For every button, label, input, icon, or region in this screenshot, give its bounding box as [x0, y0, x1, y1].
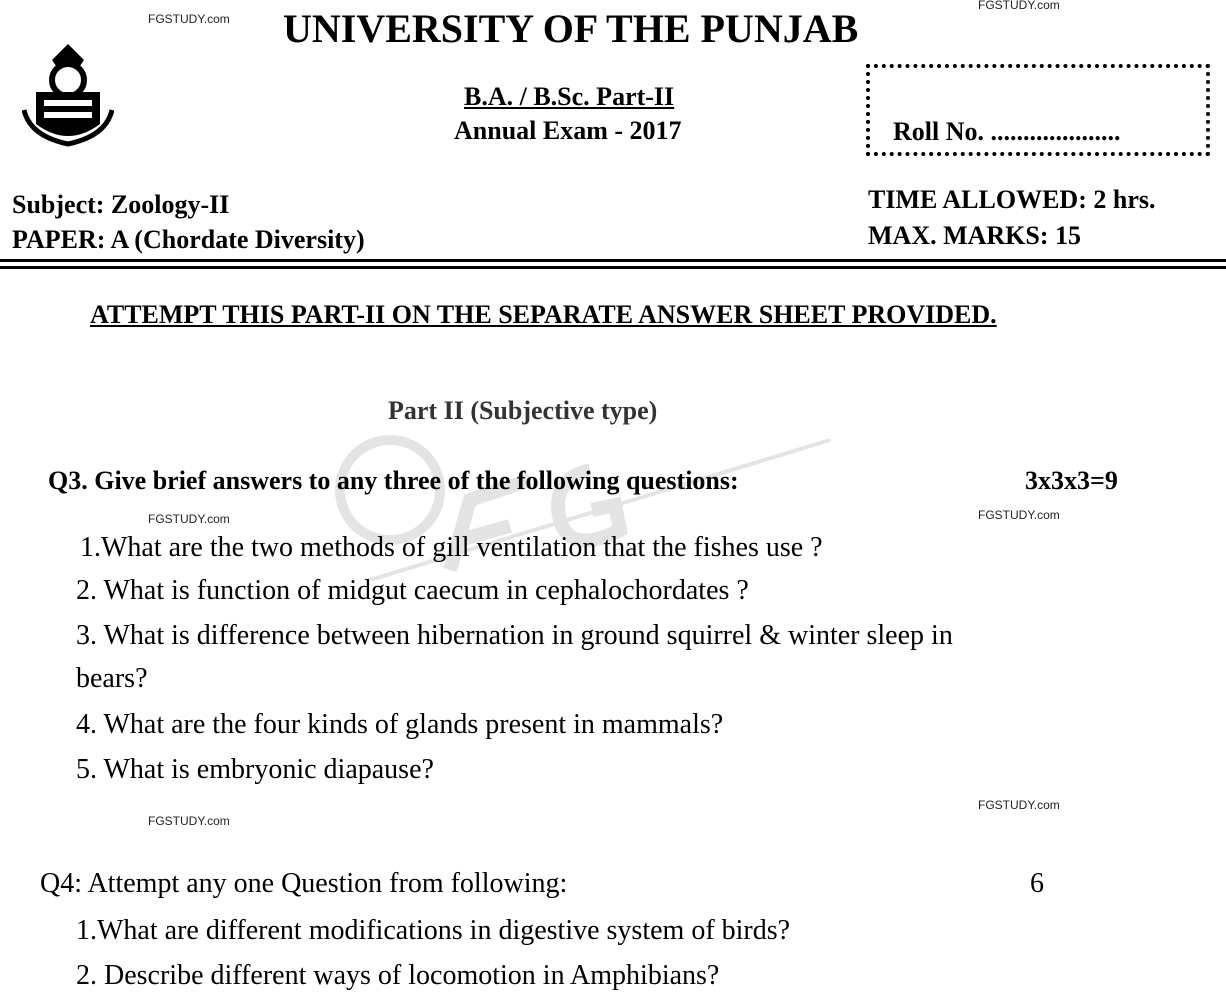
site-watermark: FGSTUDY.com [148, 814, 230, 828]
q3-item: 4. What are the four kinds of glands present in mammals? [76, 709, 724, 740]
site-watermark: FGSTUDY.com [148, 512, 230, 526]
q3-item: 3. What is difference between hibernation in ground squirrel & winter sleep in [76, 620, 953, 651]
site-watermark: FGSTUDY.com [978, 798, 1060, 812]
site-watermark: FGSTUDY.com [148, 12, 230, 26]
roll-number-field: Roll No. .................... [893, 117, 1121, 146]
divider [0, 266, 1226, 269]
university-title: UNIVERSITY OF THE PUNJAB [283, 6, 859, 51]
site-watermark: FGSTUDY.com [978, 0, 1060, 12]
divider [0, 259, 1226, 262]
q3-item: 1.What are the two methods of gill ventilation that the fishes use ? [80, 532, 823, 563]
site-watermark: FGSTUDY.com [978, 508, 1060, 522]
q4-heading: Q4: Attempt any one Question from following: [40, 868, 568, 899]
q3-item-continued: bears? [76, 663, 148, 694]
program: B.A. / B.Sc. Part-II [464, 82, 675, 111]
part-title: Part II (Subjective type) [388, 396, 658, 425]
q3-heading: Q3. Give brief answers to any three of the following questions: [48, 466, 739, 495]
subject: Subject: Zoology-II [12, 190, 230, 219]
exam-year: Annual Exam - 2017 [454, 116, 682, 145]
q3-item: 2. What is function of midgut caecum in cephalochordates ? [76, 575, 749, 606]
university-logo [22, 40, 114, 150]
time-allowed: TIME ALLOWED: 2 hrs. [868, 185, 1156, 214]
q4-item: 1.What are different modifications in digestive system of birds? [76, 915, 791, 946]
crest-icon [22, 40, 114, 150]
q3-marks: 3x3x3=9 [1025, 466, 1118, 495]
max-marks: MAX. MARKS: 15 [868, 221, 1082, 250]
paper: PAPER: A (Chordate Diversity) [12, 225, 365, 254]
instruction: ATTEMPT THIS PART-II ON THE SEPARATE ANSWER SHEET PROVIDED. [90, 300, 997, 329]
q4-marks: 6 [1030, 868, 1044, 899]
q3-item: 5. What is embryonic diapause? [76, 754, 434, 785]
q4-item: 2. Describe different ways of locomotion in Amphibians? [76, 960, 720, 991]
